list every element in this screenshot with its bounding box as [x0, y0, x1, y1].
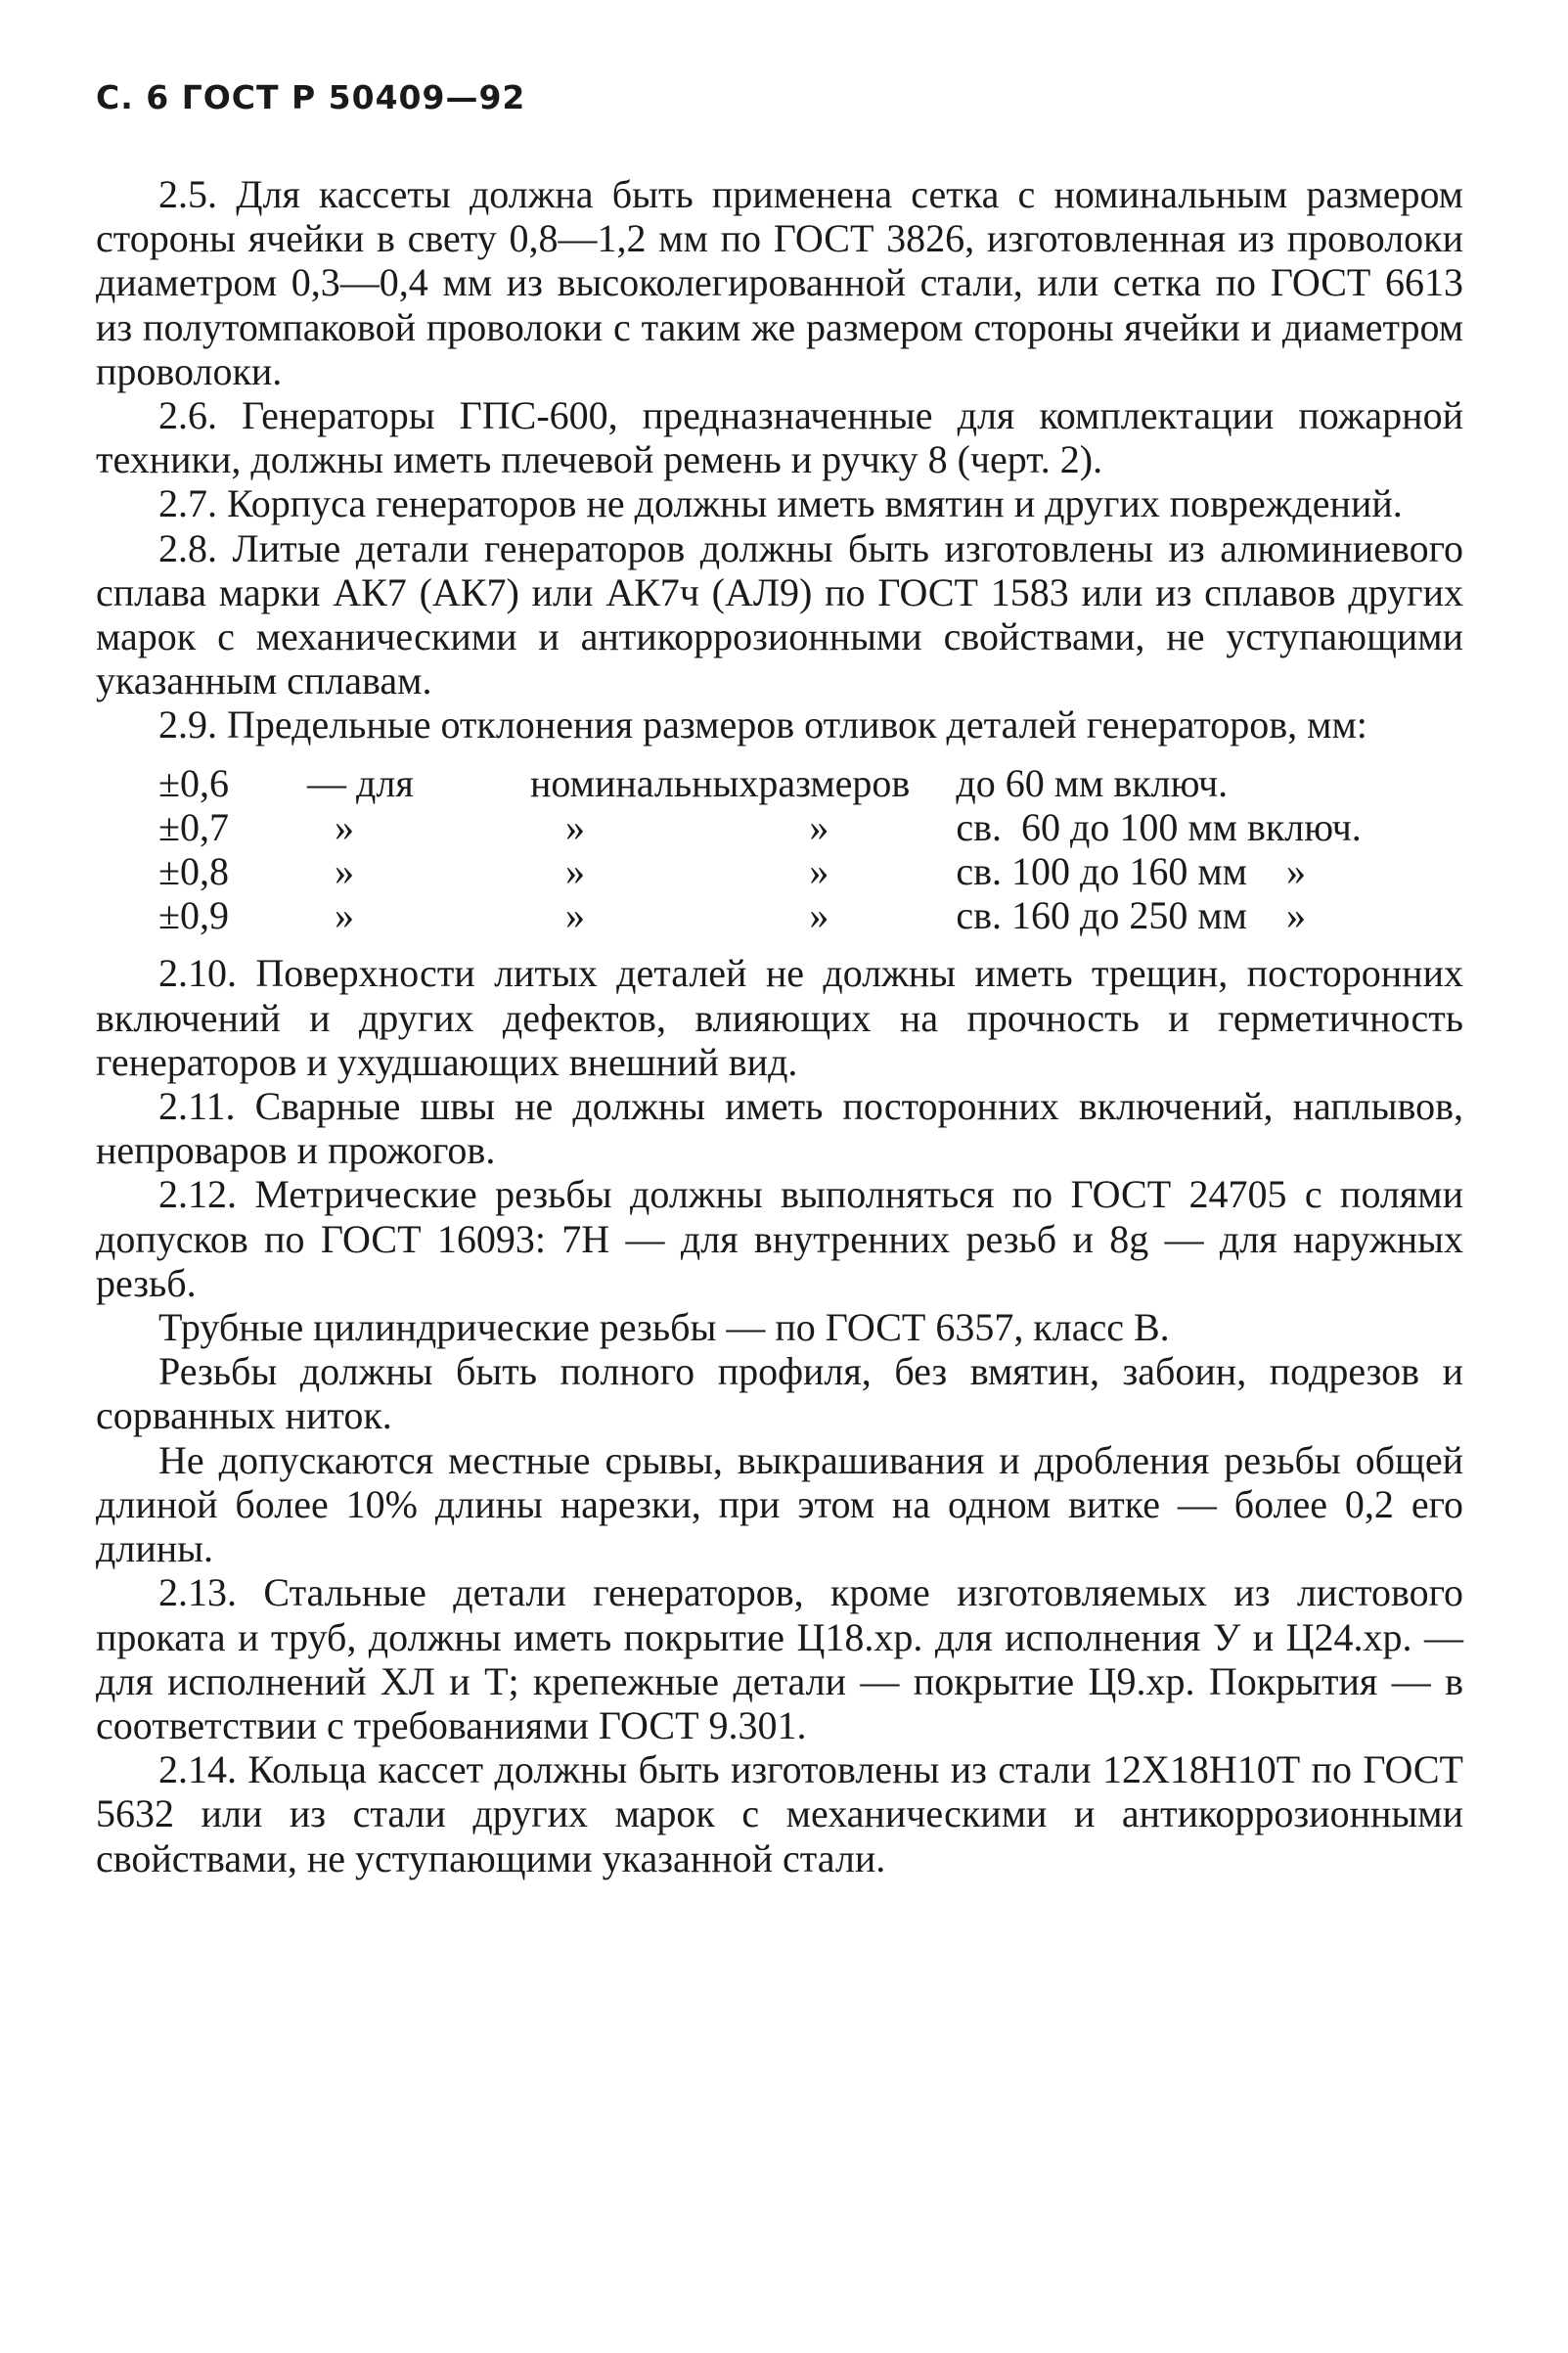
page-header: С. 6 ГОСТ Р 50409—92: [96, 78, 526, 116]
clause-2-13: 2.13. Стальные детали генераторов, кроме изготовляемых из листового проката и труб, должны иметь покрытие Ц18.хр. для исполнения У и Ц24.хр. — для исполнений ХЛ и Т; крепежные детали — покрытие Ц9.хр. Покрытия — в соответствии с требованиями ГОСТ 9.301.: [96, 1570, 1463, 1747]
tolerance-col-c: размеров: [758, 760, 911, 805]
clause-2-8: 2.8. Литые детали генераторов должны быть изготовлены из алюминиевого сплава марки АК7 (АК7) или АК7ч (АЛ9) по ГОСТ 1583 или из сплавов других марок с механическими и антикоррозионными свойствами, не уступающими указанным сплавам.: [96, 525, 1463, 703]
clause-2-9: 2.9. Предельные отклонения размеров отливок деталей генераторов, мм:: [158, 702, 1367, 747]
tolerance-col-c: »: [809, 893, 829, 938]
tolerance-col-a: »: [335, 849, 354, 894]
tolerance-col-b: »: [565, 893, 585, 938]
clause-2-14: 2.14. Кольца кассет должны быть изготовлены из стали 12Х18Н10Т по ГОСТ 5632 или из стали других марок с механическими и антикоррозионными свойствами, не уступающими указанной стали.: [96, 1747, 1463, 1880]
clause-2-11: 2.11. Сварные швы не должны иметь посторонних включений, наплывов, непроваров и прожогов.: [96, 1084, 1463, 1173]
tolerance-col-c: »: [809, 849, 829, 894]
tolerance-row: [158, 893, 1362, 937]
tolerance-row: [158, 805, 1362, 849]
tolerance-row: [158, 849, 1362, 893]
tolerance-col-a: »: [335, 893, 354, 938]
tolerance-col-a: — для: [307, 760, 414, 805]
tolerance-range: до 60 мм включ.: [956, 760, 1229, 805]
clause-2-12: 2.12. Метрические резьбы должны выполняться по ГОСТ 24705 с полями допусков по ГОСТ 16093: 7Н — для внутренних резьб и 8g — для наружных резьб.: [96, 1172, 1463, 1305]
clause-2-10: 2.10. Поверхности литых деталей не должны иметь трещин, посторонних включений и других дефектов, влияющих на прочность и герметичность генераторов и ухудшающих внешний вид.: [96, 951, 1463, 1084]
clause-2-6: 2.6. Генераторы ГПС-600, предназначенные для комплектации пожарной техники, должны иметь плечевой ремень и ручку 8 (черт. 2).: [96, 393, 1463, 482]
tolerance-value: ±0,7: [158, 804, 229, 849]
tolerance-row: [158, 761, 1362, 805]
tolerance-value: ±0,8: [158, 849, 229, 894]
tolerance-range: св. 160 до 250 мм »: [956, 893, 1306, 938]
clause-2-5: 2.5. Для кассеты должна быть применена сетка с номинальным размером стороны ячейки в свету 0,8—1,2 мм по ГОСТ 3826, изготовленная из проволоки диаметром 0,3—0,4 мм из высоколегированной стали, или сетка по ГОСТ 6613 из полутомпаковой проволоки с таким же размером стороны ячейки и диаметром проволоки.: [96, 172, 1463, 393]
tolerance-range: св. 100 до 160 мм »: [956, 849, 1306, 894]
tolerance-value: ±0,6: [158, 760, 229, 805]
clause-2-12-defects: Не допускаются местные срывы, выкрашивания и дробления резьбы общей длиной более 10% длины нарезки, при этом на одном витке — более 0,2 его длины.: [96, 1437, 1463, 1571]
tolerance-col-a: »: [335, 804, 354, 849]
clause-2-12-pipe-threads: Трубные цилиндрические резьбы — по ГОСТ 6357, класс В.: [158, 1305, 1170, 1350]
tolerance-col-b: »: [565, 804, 585, 849]
clause-2-7: 2.7. Корпуса генераторов не должны иметь вмятин и других повреждений.: [158, 481, 1403, 526]
tolerance-table: [158, 761, 1362, 938]
document-body: [96, 172, 1463, 1880]
tolerance-value: ±0,9: [158, 893, 229, 938]
tolerance-col-b: номинальных: [530, 760, 759, 805]
clause-2-12-thread-profile: Резьбы должны быть полного профиля, без вмятин, забоин, подрезов и сорванных ниток.: [96, 1349, 1463, 1438]
tolerance-col-b: »: [565, 849, 585, 894]
tolerance-col-c: »: [809, 804, 829, 849]
tolerance-range: св. 60 до 100 мм включ.: [956, 804, 1362, 849]
